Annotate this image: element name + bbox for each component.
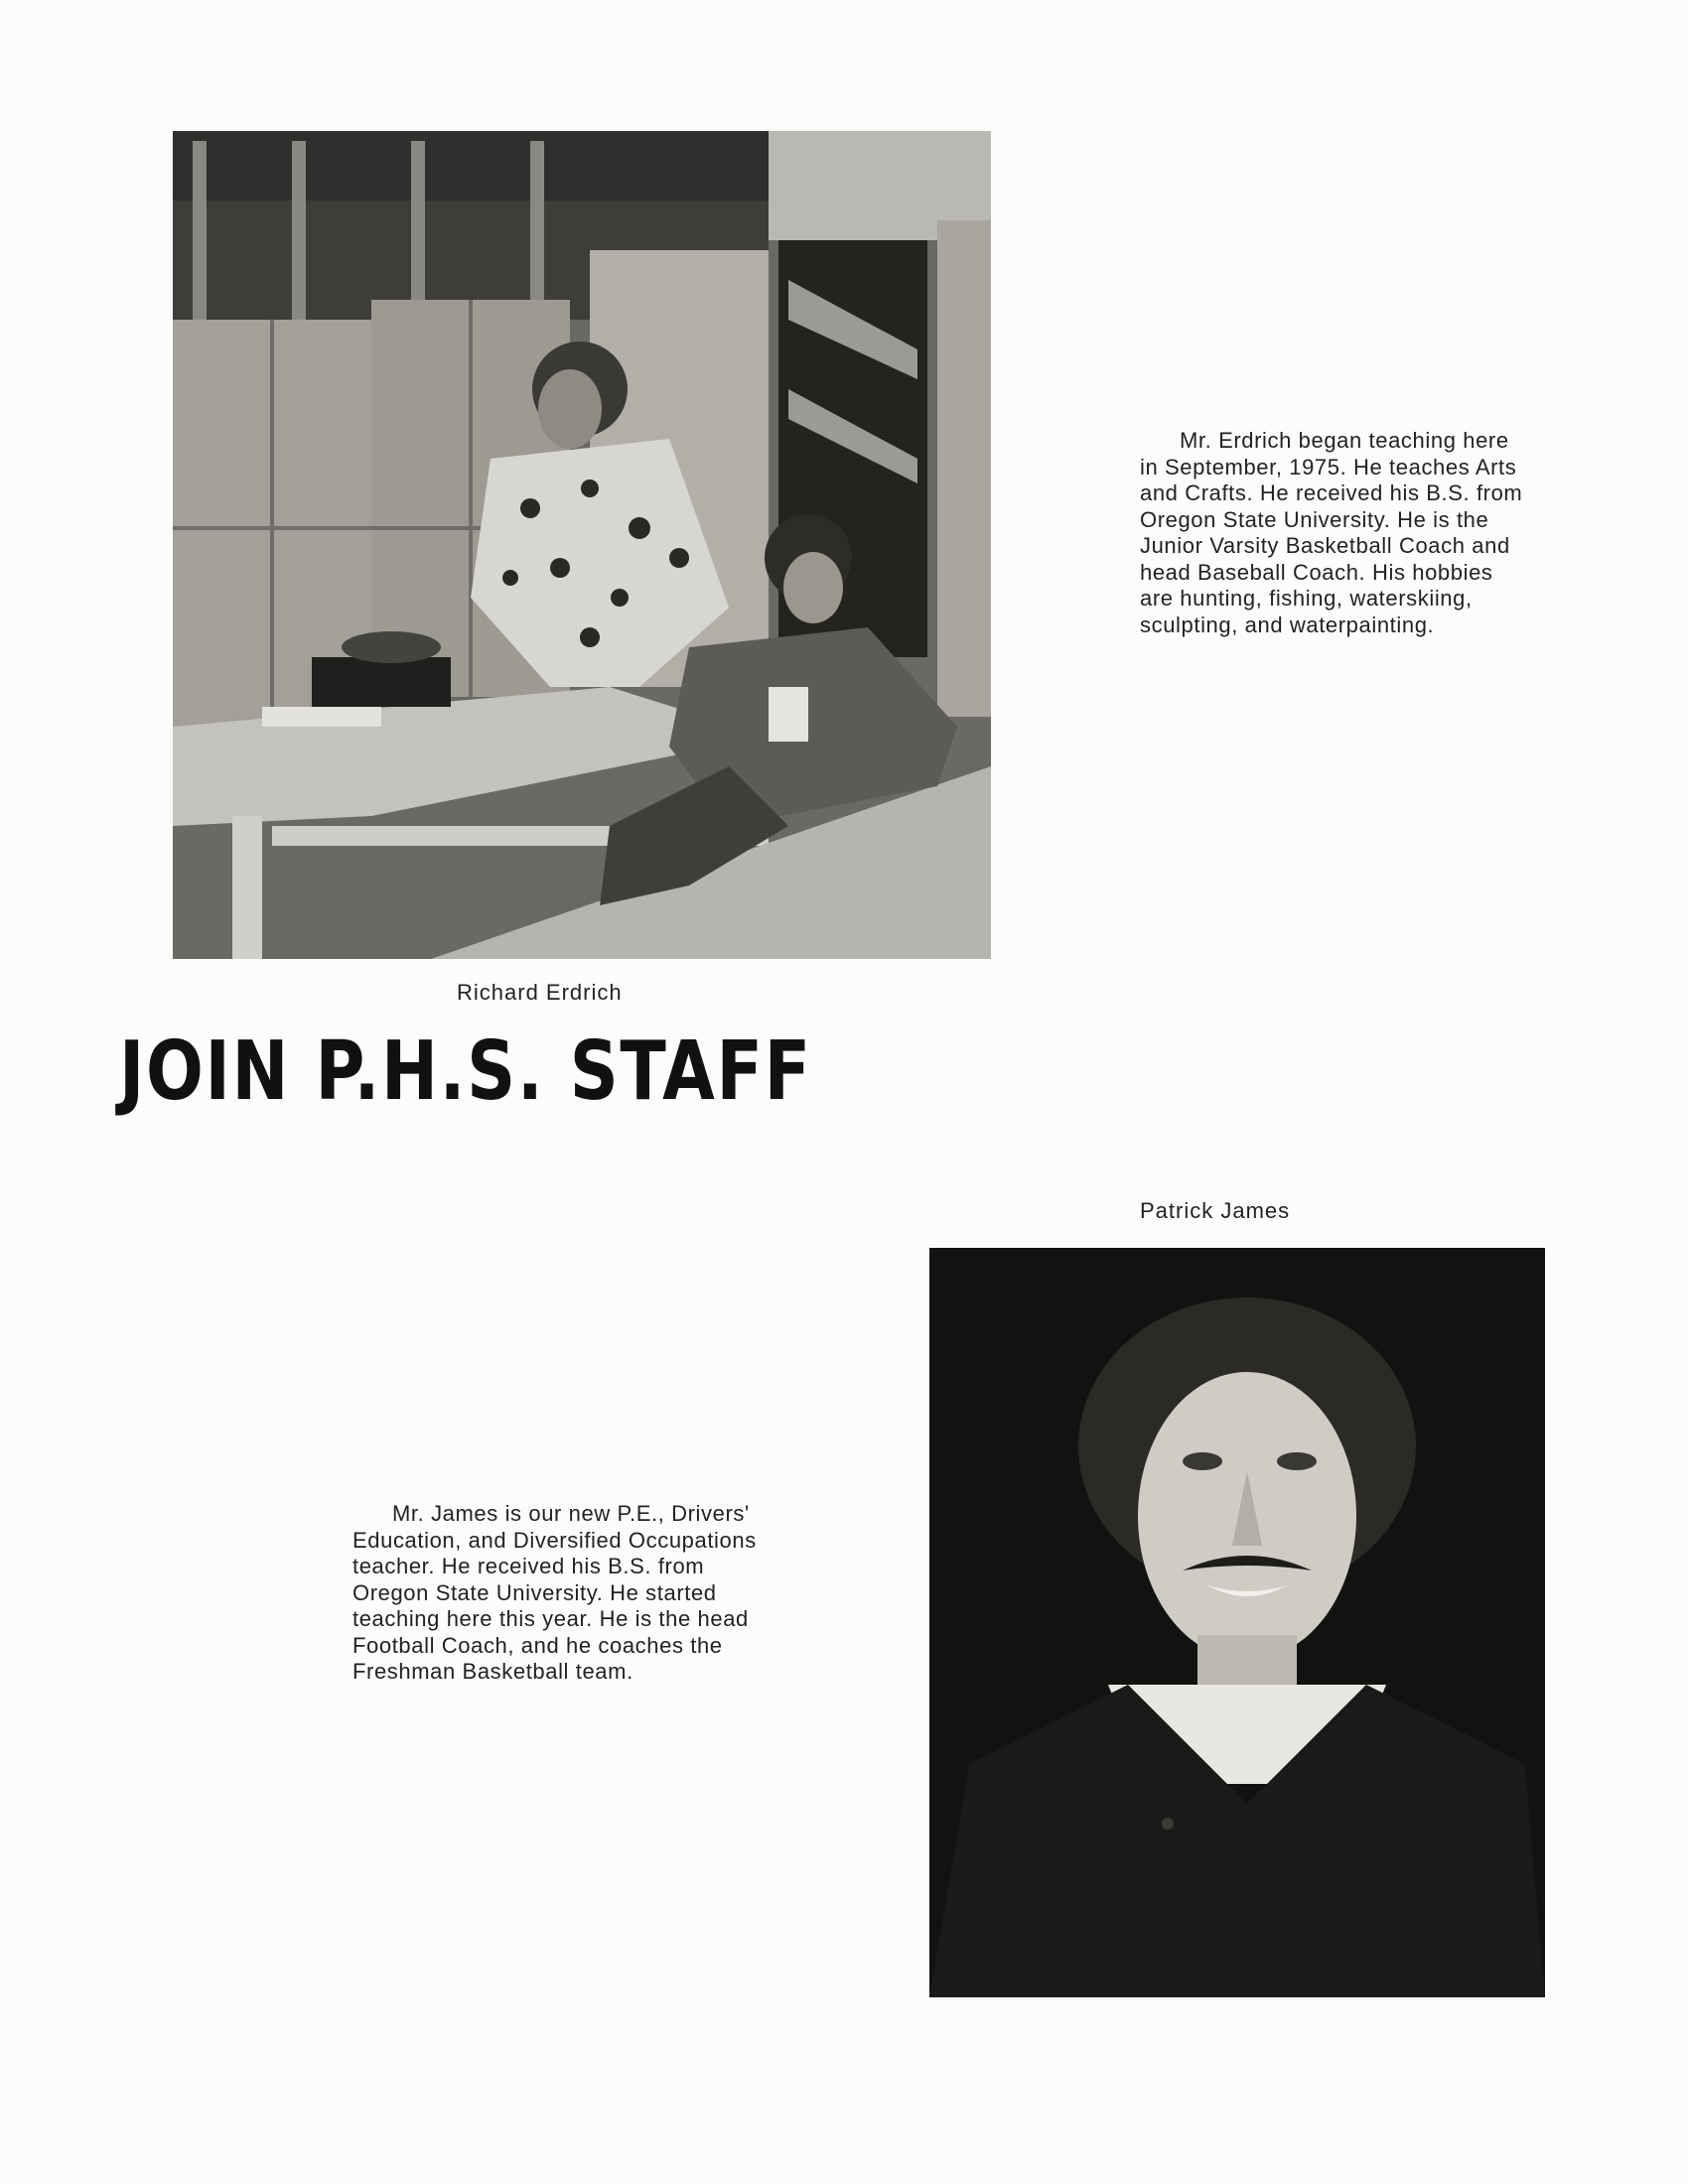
erdrich-bio bbox=[1140, 428, 1527, 638]
workshop-scene-image bbox=[173, 131, 991, 959]
erdrich-bio-text: Mr. Erdrich began teaching here in September, 1975. He teaches Arts and Crafts. He received his B.S. from Oregon State University. He is the Junior Varsity Basketball Coach and head Baseball Coach. His hobbies are hunting, fishing, waterskiing, sculpting, and waterpainting. bbox=[1140, 428, 1523, 637]
page-headline: JOIN P.H.S. STAFF bbox=[119, 1024, 812, 1119]
james-bio bbox=[352, 1501, 770, 1686]
james-bio-text: Mr. James is our new P.E., Drivers' Education, and Diversified Occupations teacher. He received his B.S. from Oregon State University. He started teaching here this year. He is the head Football Coach, and he coaches the Freshman Basketball team. bbox=[352, 1501, 757, 1684]
erdrich-caption: Richard Erdrich bbox=[457, 980, 623, 1005]
portrait-image bbox=[929, 1248, 1545, 1997]
erdrich-photo bbox=[173, 131, 991, 959]
james-photo bbox=[929, 1248, 1545, 1997]
james-caption: Patrick James bbox=[1140, 1198, 1291, 1223]
